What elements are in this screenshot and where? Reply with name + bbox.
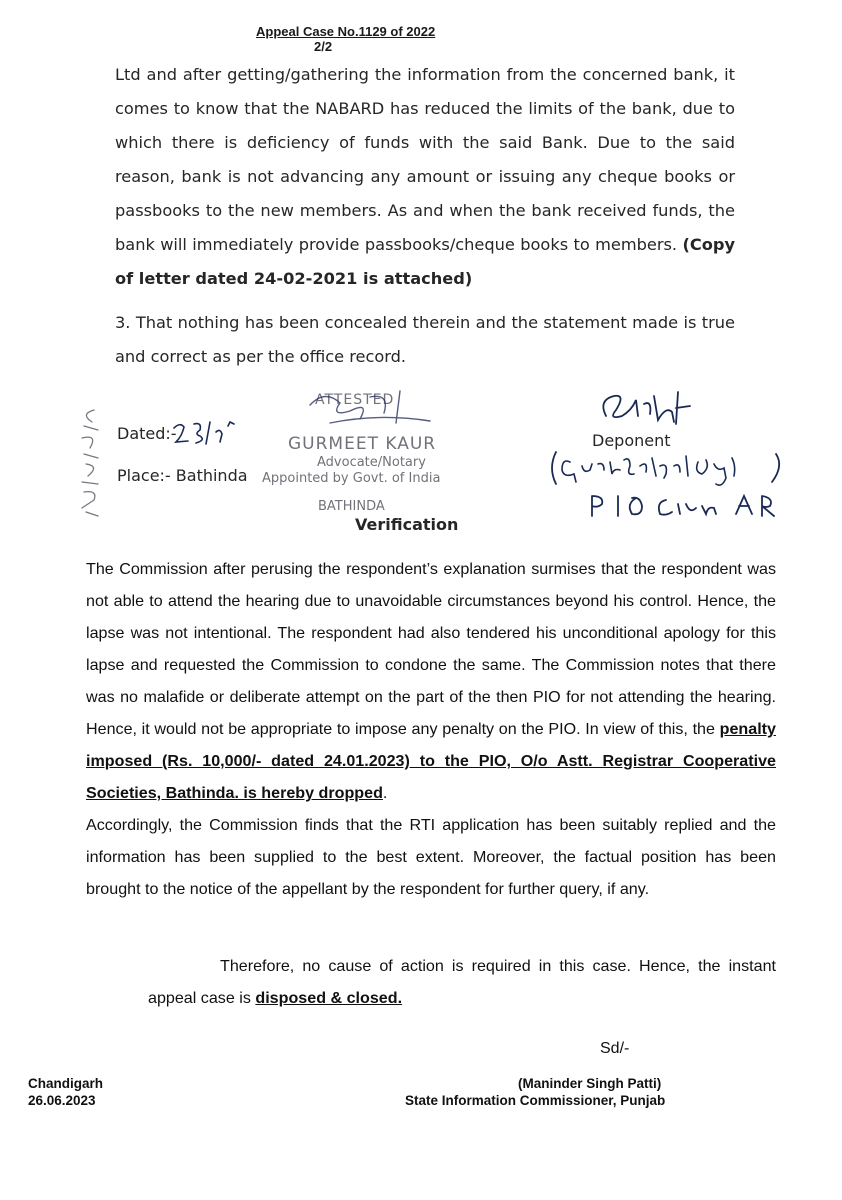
affidavit-paragraph-3: 3. That nothing has been concealed therein and the statement made is true and correct as per the office record. [115, 313, 735, 366]
order-paragraph-2: Accordingly, the Commission finds that the RTI application has been suitably replied and the information has been supplied to the best extent. Moreover, the factual position has been brought to the notice of the appellant by the respondent for further query, if any. [86, 816, 776, 898]
place-line: Place:- Bathinda [117, 466, 248, 485]
signatory-designation: State Information Commissioner, Punjab [405, 1093, 666, 1108]
verification-label: Verification [355, 515, 459, 534]
stamp-attested: ATTESTED [315, 392, 395, 408]
page-number: 2/2 [314, 39, 333, 54]
deponent-signature [592, 386, 712, 432]
stamp-notary-title: Advocate/Notary [317, 455, 426, 470]
penalty-dropped-note: penalty imposed (Rs. 10,000/- dated 24.01.2023) to the PIO, O/o Astt. Registrar Cooperative Societies, Bathinda. is hereby dropped [86, 720, 776, 802]
letter-attached-note: (Copy of letter dated 24-02-2021 is attached) [115, 235, 735, 288]
footer-place: Chandigarh [28, 1076, 104, 1091]
order-body [86, 553, 776, 905]
stamp-appointed: Appointed by Govt. of India [262, 471, 441, 486]
deponent-label: Deponent [592, 431, 671, 450]
case-title: Appeal Case No.1129 of 2022 [256, 24, 436, 39]
margin-annotation [72, 404, 106, 520]
footer-date: 26.06.2023 [28, 1093, 96, 1108]
handwritten-date [170, 418, 240, 448]
dated-line: Dated:- [117, 424, 177, 443]
stamp-city: BATHINDA [318, 499, 385, 514]
order-paragraph-3: Therefore, no cause of action is required in this case. Hence, the instant appeal case is disposed & closed. [148, 957, 776, 1007]
order-paragraph-1: The Commission after perusing the respondent’s explanation surmises that the respondent was not able to attend the hearing due to unavoidable circumstances beyond his control. Hence, the lapse was not intentional. The respondent had also tendered his unconditional apology for this lapse and requested the Commission to condone the same. The Commission notes that there was no malafide or deliberate attempt on the part of the then PIO for not attending the hearing. Hence, it would not be appropriate to impose any penalty on the PIO. In view of this, the penalty imposed (Rs. 10,000/- dated 24.01.2023) to the PIO, O/o Astt. Registrar Cooperative Societies, Bathinda. is hereby dropped. [86, 560, 776, 802]
affidavit-paragraph-continuation: Ltd and after getting/gathering the information from the concerned bank, it comes to know that the NABARD has reduced the limits of the bank, due to which there is deficiency of funds with the said Bank. Due to the said reason, bank is not advancing any amount or issuing any cheque books or passbooks to the new members. As and when the bank received funds, the bank will immediately provide passbooks/cheque books to members. (Copy of letter dated 24-02-2021 is attached) [115, 65, 735, 288]
disposed-closed-note: disposed & closed. [255, 989, 403, 1007]
stamp-notary-name: GURMEET KAUR [288, 434, 437, 454]
handwritten-deponent-name [548, 448, 788, 528]
footer-place-date [28, 1075, 103, 1109]
footer-signatory [405, 1075, 665, 1109]
signatory-name: (Maninder Singh Patti) [518, 1076, 662, 1091]
notary-stamp [262, 385, 485, 520]
signed-mark: Sd/- [600, 1040, 630, 1057]
case-header [256, 24, 435, 54]
affidavit-text [115, 58, 735, 374]
